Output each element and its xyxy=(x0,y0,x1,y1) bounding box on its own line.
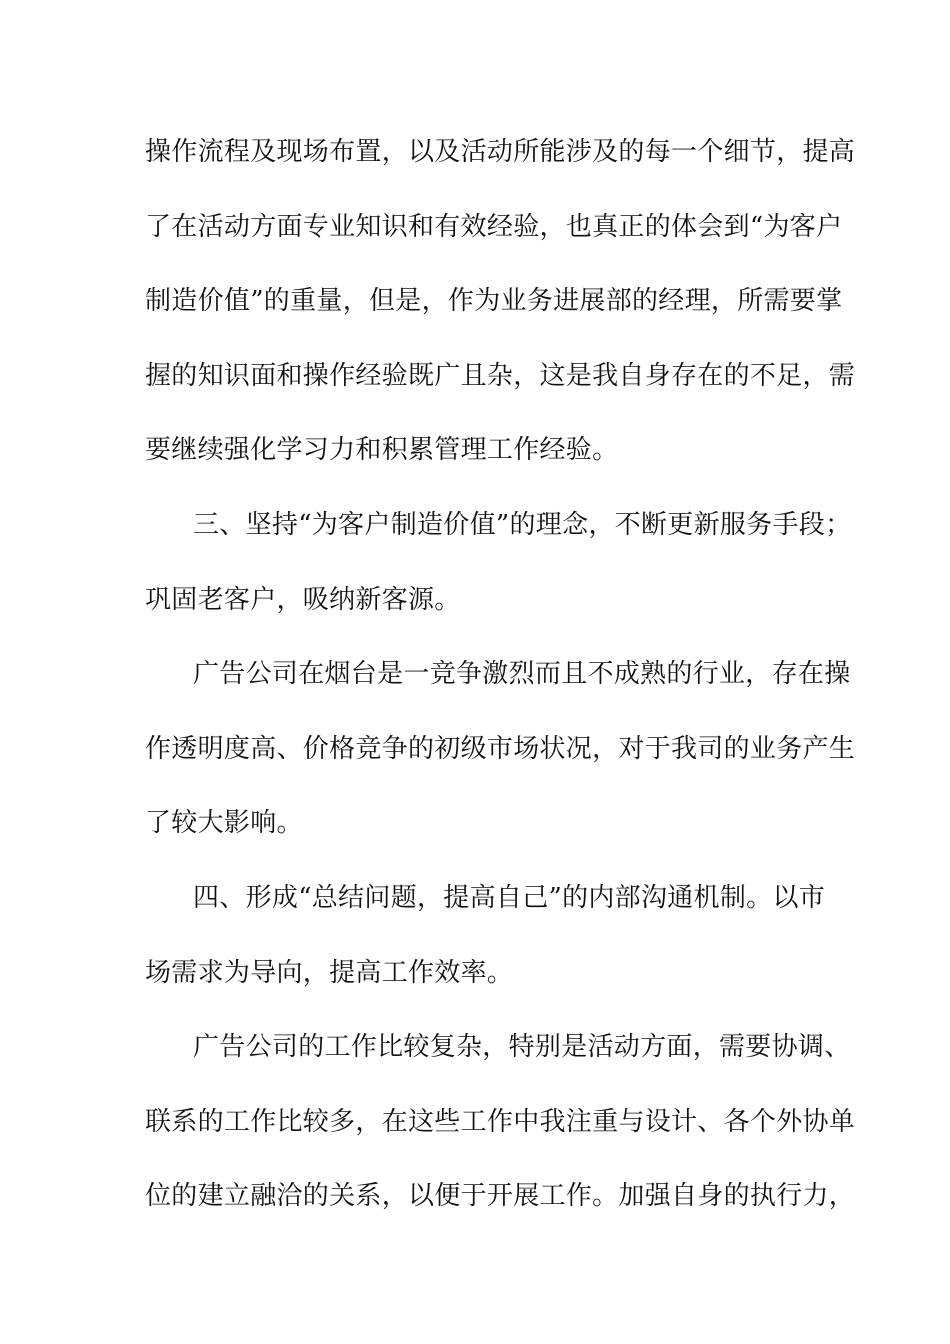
text-line: 巩固老客户，吸纳新客源。 xyxy=(145,584,461,615)
text-line: 作透明度高、价格竞争的初级市场状况，对于我司的业务产生 xyxy=(145,733,856,764)
section-heading-four: 四、形成“总结问题，提高自己”的内部沟通机制。以市 xyxy=(193,882,826,913)
text-line: 握的知识面和操作经验既广且杂，这是我自身存在的不足，需 xyxy=(145,360,856,391)
text-line: 联系的工作比较多，在这些工作中我注重与设计、各个外协单 xyxy=(145,1106,856,1137)
text-line: 了在活动方面专业知识和有效经验，也真正的体会到“为客户 xyxy=(145,211,843,242)
document-body xyxy=(145,128,856,1247)
text-line: 要继续强化学习力和积累管理工作经验。 xyxy=(145,435,619,466)
paragraph-start: 广告公司在烟台是一竞争激烈而且不成熟的行业，存在操 xyxy=(193,659,851,690)
text-line: 操作流程及现场布置，以及活动所能涉及的每一个细节，提高 xyxy=(145,137,856,167)
text-line: 位的建立融洽的关系，以便于开展工作。加强自身的执行力， xyxy=(145,1181,856,1212)
text-line: 场需求为导向，提高工作效率。 xyxy=(145,957,514,988)
text-line: 制造价值”的重量，但是，作为业务进展部的经理，所需要掌 xyxy=(145,286,843,317)
text-line: 了较大影响。 xyxy=(145,808,303,839)
section-heading-three: 三、坚持“为客户制造价值”的理念，不断更新服务手段； xyxy=(193,509,852,540)
paragraph-start: 广告公司的工作比较复杂，特别是活动方面，需要协调、 xyxy=(193,1032,851,1063)
